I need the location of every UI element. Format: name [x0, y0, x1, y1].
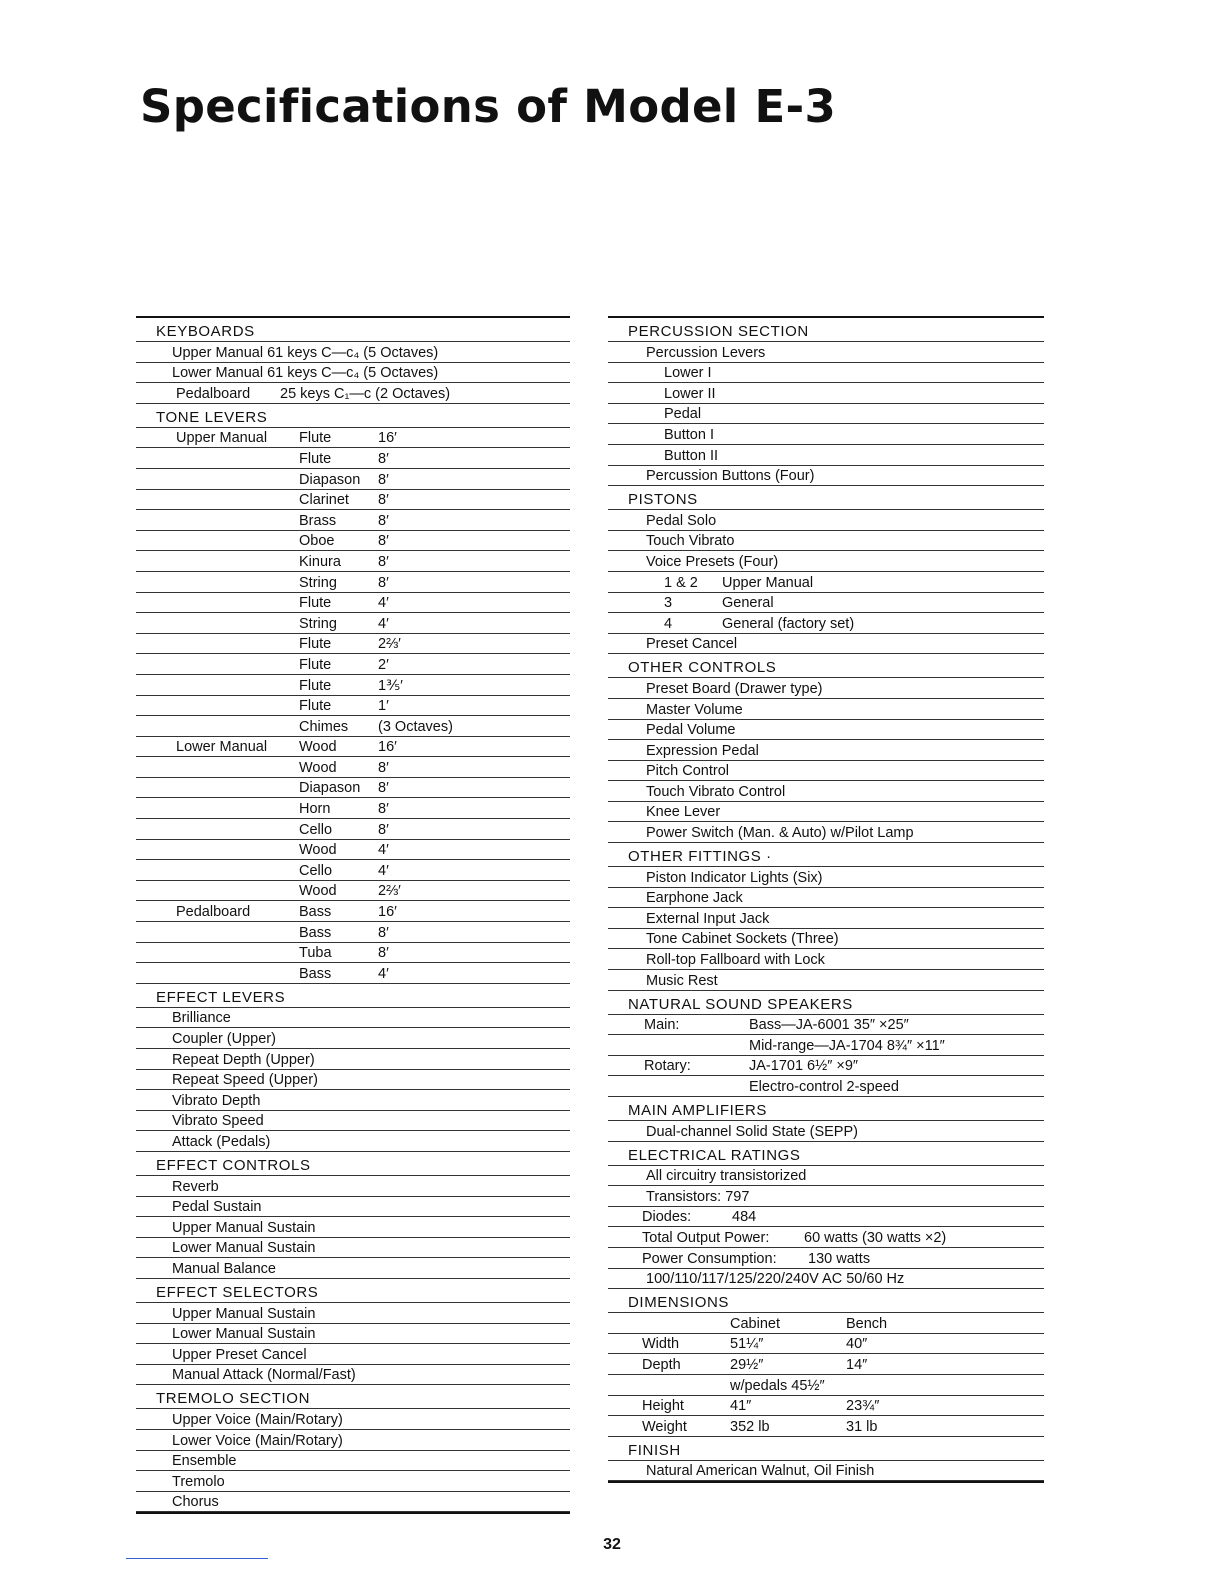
spec-row: [136, 1258, 570, 1279]
spec-cell: Mid-range—JA-1704 8¾″ ×11″: [749, 1037, 945, 1054]
spec-row: [136, 943, 570, 964]
spec-row: [136, 778, 570, 799]
spec-cell: Chimes: [299, 718, 349, 735]
spec-row: [136, 901, 570, 922]
spec-cell: Preset Cancel: [646, 636, 738, 653]
spec-row: [608, 1396, 1044, 1417]
spec-cell: 8′: [378, 759, 389, 776]
spec-cell: Percussion Buttons (Four): [646, 468, 815, 485]
spec-cell: Depth: [642, 1356, 681, 1373]
spec-cell: Pedal: [664, 406, 702, 423]
spec-row: [136, 1028, 570, 1049]
spec-row: [608, 1416, 1044, 1437]
spec-row: [136, 922, 570, 943]
spec-cell: Lower I: [664, 365, 712, 382]
spec-cell: 8′: [378, 801, 389, 818]
spec-row: [136, 363, 570, 384]
spec-cell: JA-1701 6½″ ×9″: [749, 1058, 859, 1075]
spec-row: [136, 1238, 570, 1259]
spec-cell: Natural American Walnut, Oil Finish: [646, 1463, 875, 1480]
spec-cell: Lower Manual Sustain: [172, 1326, 316, 1343]
spec-cell: Chorus: [172, 1494, 219, 1511]
spec-row: [608, 613, 1044, 634]
spec-cell: Percussion Levers: [646, 344, 766, 361]
spec-cell: String: [299, 615, 337, 632]
spec-cell: ELECTRICAL RATINGS: [628, 1146, 801, 1164]
spec-row: [608, 949, 1044, 970]
spec-cell: Flute: [299, 698, 332, 715]
spec-row: [136, 1451, 570, 1472]
spec-cell: Weight: [642, 1418, 687, 1435]
spec-cell: Lower Manual 61 keys C—c₄ (5 Octaves): [172, 365, 439, 382]
spec-row: [608, 551, 1044, 572]
spec-row: [608, 908, 1044, 929]
section-heading: [608, 318, 1044, 342]
spec-row: [608, 1186, 1044, 1207]
spec-cell: 31 lb: [846, 1418, 878, 1435]
spec-row: [136, 654, 570, 675]
spec-cell: 23¾″: [846, 1398, 880, 1415]
spec-cell: 4′: [378, 862, 389, 879]
spec-row: [608, 342, 1044, 363]
spec-cell: 130 watts: [808, 1250, 871, 1267]
spec-cell: Electro-control 2-speed: [749, 1079, 899, 1095]
spec-row: [608, 1334, 1044, 1355]
spec-row: [136, 1111, 570, 1132]
spec-cell: Repeat Depth (Upper): [172, 1051, 315, 1068]
spec-cell: 2⅔′: [378, 636, 401, 653]
page-number: 32: [603, 1536, 621, 1553]
spec-cell: DIMENSIONS: [628, 1294, 730, 1312]
spec-cell: 8′: [378, 471, 389, 488]
spec-cell: Flute: [299, 595, 332, 612]
spec-cell: Pedalboard: [176, 904, 251, 921]
spec-cell: Height: [642, 1398, 684, 1415]
spec-cell: Flute: [299, 656, 332, 673]
spec-row: [608, 970, 1044, 991]
spec-cell: 41″: [730, 1398, 752, 1415]
spec-cell: 25 keys C₁—c (2 Octaves): [280, 385, 451, 402]
section-heading: [136, 984, 570, 1008]
spec-row: [136, 1008, 570, 1029]
spec-row: [608, 1166, 1044, 1187]
spec-row: [608, 1056, 1044, 1077]
spec-cell: Flute: [299, 636, 332, 653]
spec-cell: Cello: [299, 862, 333, 879]
spec-row: [608, 781, 1044, 802]
spec-row: [136, 342, 570, 363]
spec-row: [136, 819, 570, 840]
spec-cell: Bench: [846, 1315, 888, 1332]
spec-row: [136, 798, 570, 819]
spec-row: [608, 404, 1044, 425]
spec-row: [608, 424, 1044, 445]
section-heading: [608, 654, 1044, 678]
spec-cell: Bass: [299, 904, 332, 921]
spec-cell: Dual-channel Solid State (SEPP): [646, 1123, 858, 1140]
spec-row: [608, 466, 1044, 487]
spec-cell: Earphone Jack: [646, 890, 743, 907]
spec-cell: Flute: [299, 677, 332, 694]
spec-cell: Tremolo: [172, 1473, 225, 1490]
spec-table-right: [608, 316, 1044, 1483]
spec-row: [608, 510, 1044, 531]
spec-cell: Tuba: [299, 945, 332, 962]
spec-cell: TONE LEVERS: [156, 408, 268, 426]
spec-row: [608, 1354, 1044, 1375]
spec-row: [608, 383, 1044, 404]
spec-cell: Pedal Volume: [646, 722, 736, 739]
spec-row: [608, 1269, 1044, 1290]
spec-row: [608, 802, 1044, 823]
spec-cell: 40″: [846, 1336, 868, 1353]
spec-row: [608, 740, 1044, 761]
spec-cell: (3 Octaves): [378, 718, 453, 735]
section-heading: [608, 1289, 1044, 1313]
spec-cell: Kinura: [299, 553, 341, 570]
spec-cell: Button II: [664, 447, 719, 464]
spec-cell: Expression Pedal: [646, 742, 759, 759]
spec-cell: 352 lb: [730, 1418, 770, 1435]
spec-row: [608, 363, 1044, 384]
spec-cell: EFFECT SELECTORS: [156, 1283, 319, 1301]
spec-cell: 8′: [378, 924, 389, 941]
spec-cell: Voice Presets (Four): [646, 553, 779, 570]
spec-cell: 8′: [378, 492, 389, 509]
spec-row: [608, 1227, 1044, 1248]
spec-row: [608, 1461, 1044, 1482]
spec-cell: Rotary:: [644, 1058, 691, 1075]
spec-row: [136, 551, 570, 572]
spec-cell: Button I: [664, 426, 714, 443]
spec-row: [136, 1049, 570, 1070]
spec-cell: Bass—JA-6001 35″ ×25″: [749, 1017, 909, 1034]
spec-row: [608, 1207, 1044, 1228]
table-bottom-rule: [136, 1512, 570, 1514]
spec-cell: 4′: [378, 595, 389, 612]
spec-cell: Total Output Power:: [642, 1229, 770, 1246]
spec-cell: Bass: [299, 924, 332, 941]
spec-cell: w/pedals 45½″: [730, 1377, 825, 1394]
spec-cell: Horn: [299, 801, 331, 818]
spec-cell: Width: [642, 1336, 680, 1353]
spec-cell: Diapason: [299, 780, 361, 797]
spec-row: [136, 613, 570, 634]
spec-cell: Roll-top Fallboard with Lock: [646, 952, 825, 969]
spec-row: [136, 716, 570, 737]
spec-cell: PISTONS: [628, 491, 698, 509]
spec-cell: 8′: [378, 450, 389, 467]
spec-cell: 14″: [846, 1356, 868, 1373]
spec-cell: Upper Voice (Main/Rotary): [172, 1411, 343, 1428]
spec-row: [608, 445, 1044, 466]
spec-row: [136, 1217, 570, 1238]
spec-cell: 3: [664, 595, 673, 612]
spec-cell: 8′: [378, 821, 389, 838]
spec-cell: Pitch Control: [646, 763, 730, 780]
spec-cell: Upper Manual Sustain: [172, 1305, 316, 1322]
spec-cell: Wood: [299, 759, 337, 776]
spec-row: [136, 1365, 570, 1386]
section-heading: [136, 1385, 570, 1409]
spec-cell: Brilliance: [172, 1010, 231, 1027]
spec-cell: All circuitry transistorized: [646, 1168, 807, 1185]
spec-cell: Diapason: [299, 471, 361, 488]
spec-row: [608, 1015, 1044, 1036]
spec-row: [608, 761, 1044, 782]
section-heading: [136, 1279, 570, 1303]
spec-cell: Coupler (Upper): [172, 1031, 276, 1047]
spec-cell: Wood: [299, 842, 337, 859]
spec-row: [608, 699, 1044, 720]
spec-row: [136, 1344, 570, 1365]
spec-row: [608, 678, 1044, 699]
spec-cell: 16′: [378, 904, 397, 921]
spec-row: [608, 1248, 1044, 1269]
spec-cell: Power Consumption:: [642, 1250, 777, 1267]
spec-cell: Tone Cabinet Sockets (Three): [646, 931, 839, 948]
spec-cell: PERCUSSION SECTION: [628, 323, 809, 340]
spec-row: [136, 383, 570, 404]
spec-cell: Pedal Solo: [646, 512, 717, 529]
spec-cell: Bass: [299, 965, 332, 982]
spec-cell: Upper Manual: [722, 574, 814, 591]
spec-row: [608, 1375, 1044, 1396]
spec-row: [136, 757, 570, 778]
spec-cell: 484: [732, 1209, 757, 1226]
spec-cell: 16′: [378, 739, 397, 756]
spec-row: [136, 1131, 570, 1152]
right-rows: [608, 318, 1044, 1481]
spec-cell: 8′: [378, 533, 389, 550]
spec-cell: Piston Indicator Lights (Six): [646, 869, 823, 886]
spec-row: [136, 1430, 570, 1451]
spec-row: [136, 1090, 570, 1111]
spec-cell: 4′: [378, 965, 389, 982]
section-heading: [608, 486, 1044, 510]
left-rows: [136, 318, 570, 1512]
spec-cell: Lower Voice (Main/Rotary): [172, 1432, 343, 1449]
spec-cell: Pedalboard: [176, 385, 251, 402]
spec-cell: Upper Preset Cancel: [172, 1346, 307, 1363]
section-heading: [608, 843, 1044, 867]
spec-table-left: [136, 316, 570, 1514]
spec-cell: Touch Vibrato Control: [646, 783, 786, 800]
spec-cell: FINISH: [628, 1441, 681, 1459]
spec-cell: Upper Manual: [176, 430, 268, 447]
spec-cell: 2⅔′: [378, 883, 401, 900]
spec-cell: Pedal Sustain: [172, 1199, 262, 1216]
spec-cell: Wood: [299, 883, 337, 900]
spec-cell: 51¼″: [730, 1336, 764, 1353]
spec-cell: External Input Jack: [646, 910, 770, 927]
spec-cell: 29½″: [730, 1356, 764, 1373]
table-bottom-rule: [608, 1481, 1044, 1483]
spec-cell: OTHER FITTINGS ·: [628, 848, 772, 866]
spec-row: [608, 720, 1044, 741]
spec-row: [136, 1303, 570, 1324]
page-title: Specifications of Model E-3: [140, 80, 837, 133]
spec-cell: Power Switch (Man. & Auto) w/Pilot Lamp: [646, 825, 914, 842]
spec-cell: 8′: [378, 512, 389, 529]
spec-row: [136, 840, 570, 861]
spec-cell: Vibrato Depth: [172, 1092, 261, 1109]
spec-cell: Lower II: [664, 385, 716, 402]
spec-cell: Vibrato Speed: [172, 1113, 264, 1130]
spec-cell: Brass: [299, 512, 337, 529]
spec-cell: 1 & 2: [664, 574, 698, 591]
spec-row: [136, 634, 570, 655]
spec-cell: Lower Manual: [176, 739, 268, 756]
spec-row: [136, 448, 570, 469]
section-heading: [608, 1437, 1044, 1461]
spec-cell: 8′: [378, 574, 389, 591]
spec-cell: Touch Vibrato: [646, 533, 735, 550]
spec-row: [136, 1324, 570, 1345]
spec-cell: Upper Manual 61 keys C—c₄ (5 Octaves): [172, 344, 439, 361]
spec-cell: Manual Balance: [172, 1260, 276, 1277]
spec-cell: 4′: [378, 842, 389, 859]
spec-row: [608, 1121, 1044, 1142]
spec-cell: Repeat Speed (Upper): [172, 1072, 318, 1089]
spec-row: [136, 1197, 570, 1218]
spec-cell: 8′: [378, 780, 389, 797]
spec-cell: Knee Lever: [646, 804, 721, 821]
spec-cell: OTHER CONTROLS: [628, 659, 777, 677]
spec-row: [136, 1070, 570, 1091]
spec-row: [136, 963, 570, 984]
spec-row: [608, 1035, 1044, 1056]
spec-row: [136, 593, 570, 614]
spec-cell: General (factory set): [722, 615, 855, 632]
spec-cell: 16′: [378, 430, 397, 447]
spec-row: [136, 1471, 570, 1492]
spec-cell: Cabinet: [730, 1315, 780, 1332]
spec-row: [608, 572, 1044, 593]
spec-cell: Oboe: [299, 533, 335, 550]
spec-row: [136, 469, 570, 490]
spec-row: [136, 696, 570, 717]
spec-row: [136, 531, 570, 552]
spec-cell: NATURAL SOUND SPEAKERS: [628, 995, 853, 1013]
spec-row: [608, 822, 1044, 843]
spec-cell: 2′: [378, 656, 389, 673]
spec-cell: Main:: [644, 1017, 680, 1034]
section-heading: [136, 1152, 570, 1176]
spec-cell: Preset Board (Drawer type): [646, 680, 823, 697]
spec-cell: Upper Manual Sustain: [172, 1219, 316, 1236]
spec-row: [136, 572, 570, 593]
section-heading: [608, 991, 1044, 1015]
spec-cell: Music Rest: [646, 972, 718, 989]
spec-cell: 4: [664, 615, 673, 632]
section-heading: [608, 1142, 1044, 1166]
spec-cell: 1′: [378, 698, 389, 715]
spec-row: [608, 888, 1044, 909]
spec-cell: EFFECT CONTROLS: [156, 1156, 311, 1174]
spec-cell: Diodes:: [642, 1209, 692, 1226]
spec-row: [136, 490, 570, 511]
spec-row: [608, 531, 1044, 552]
spec-cell: 8′: [378, 945, 389, 962]
spec-cell: Reverb: [172, 1178, 219, 1195]
spec-cell: 4′: [378, 615, 389, 632]
spec-row: [608, 867, 1044, 888]
spec-cell: EFFECT LEVERS: [156, 988, 286, 1006]
spec-cell: TREMOLO SECTION: [156, 1390, 311, 1408]
spec-cell: Attack (Pedals): [172, 1133, 271, 1150]
section-heading: [608, 1097, 1044, 1121]
spec-cell: Clarinet: [299, 492, 349, 509]
spec-row: [608, 1313, 1044, 1334]
spec-row: [136, 1176, 570, 1197]
spec-row: [608, 929, 1044, 950]
spec-row: [136, 1492, 570, 1513]
section-heading: [136, 404, 570, 428]
section-heading: [136, 318, 570, 342]
spec-cell: Transistors: 797: [646, 1188, 750, 1205]
spec-row: [608, 1076, 1044, 1097]
spec-cell: 1⅗′: [378, 677, 403, 694]
spec-cell: 60 watts (30 watts ×2): [804, 1229, 947, 1246]
spec-row: [136, 510, 570, 531]
spec-row: [136, 860, 570, 881]
spec-cell: Manual Attack (Normal/Fast): [172, 1367, 356, 1384]
spec-row: [608, 593, 1044, 614]
spec-cell: Lower Manual Sustain: [172, 1240, 316, 1257]
spec-cell: KEYBOARDS: [156, 323, 255, 340]
spec-row: [136, 881, 570, 902]
spec-row: [608, 634, 1044, 655]
spec-cell: Flute: [299, 450, 332, 467]
spec-cell: Cello: [299, 821, 333, 838]
spec-row: [136, 737, 570, 758]
spec-cell: String: [299, 574, 337, 591]
spec-cell: 8′: [378, 553, 389, 570]
spec-row: [136, 1409, 570, 1430]
spec-cell: MAIN AMPLIFIERS: [628, 1102, 768, 1119]
spec-cell: Flute: [299, 430, 332, 447]
spec-cell: Master Volume: [646, 701, 743, 718]
footer-link-line: [126, 1558, 268, 1559]
spec-cell: 100/110/117/125/220/240V AC 50/60 Hz: [646, 1271, 905, 1288]
spec-cell: Ensemble: [172, 1453, 237, 1470]
spec-row: [136, 428, 570, 449]
spec-cell: Wood: [299, 739, 337, 756]
spec-row: [136, 675, 570, 696]
spec-cell: General: [722, 595, 774, 612]
